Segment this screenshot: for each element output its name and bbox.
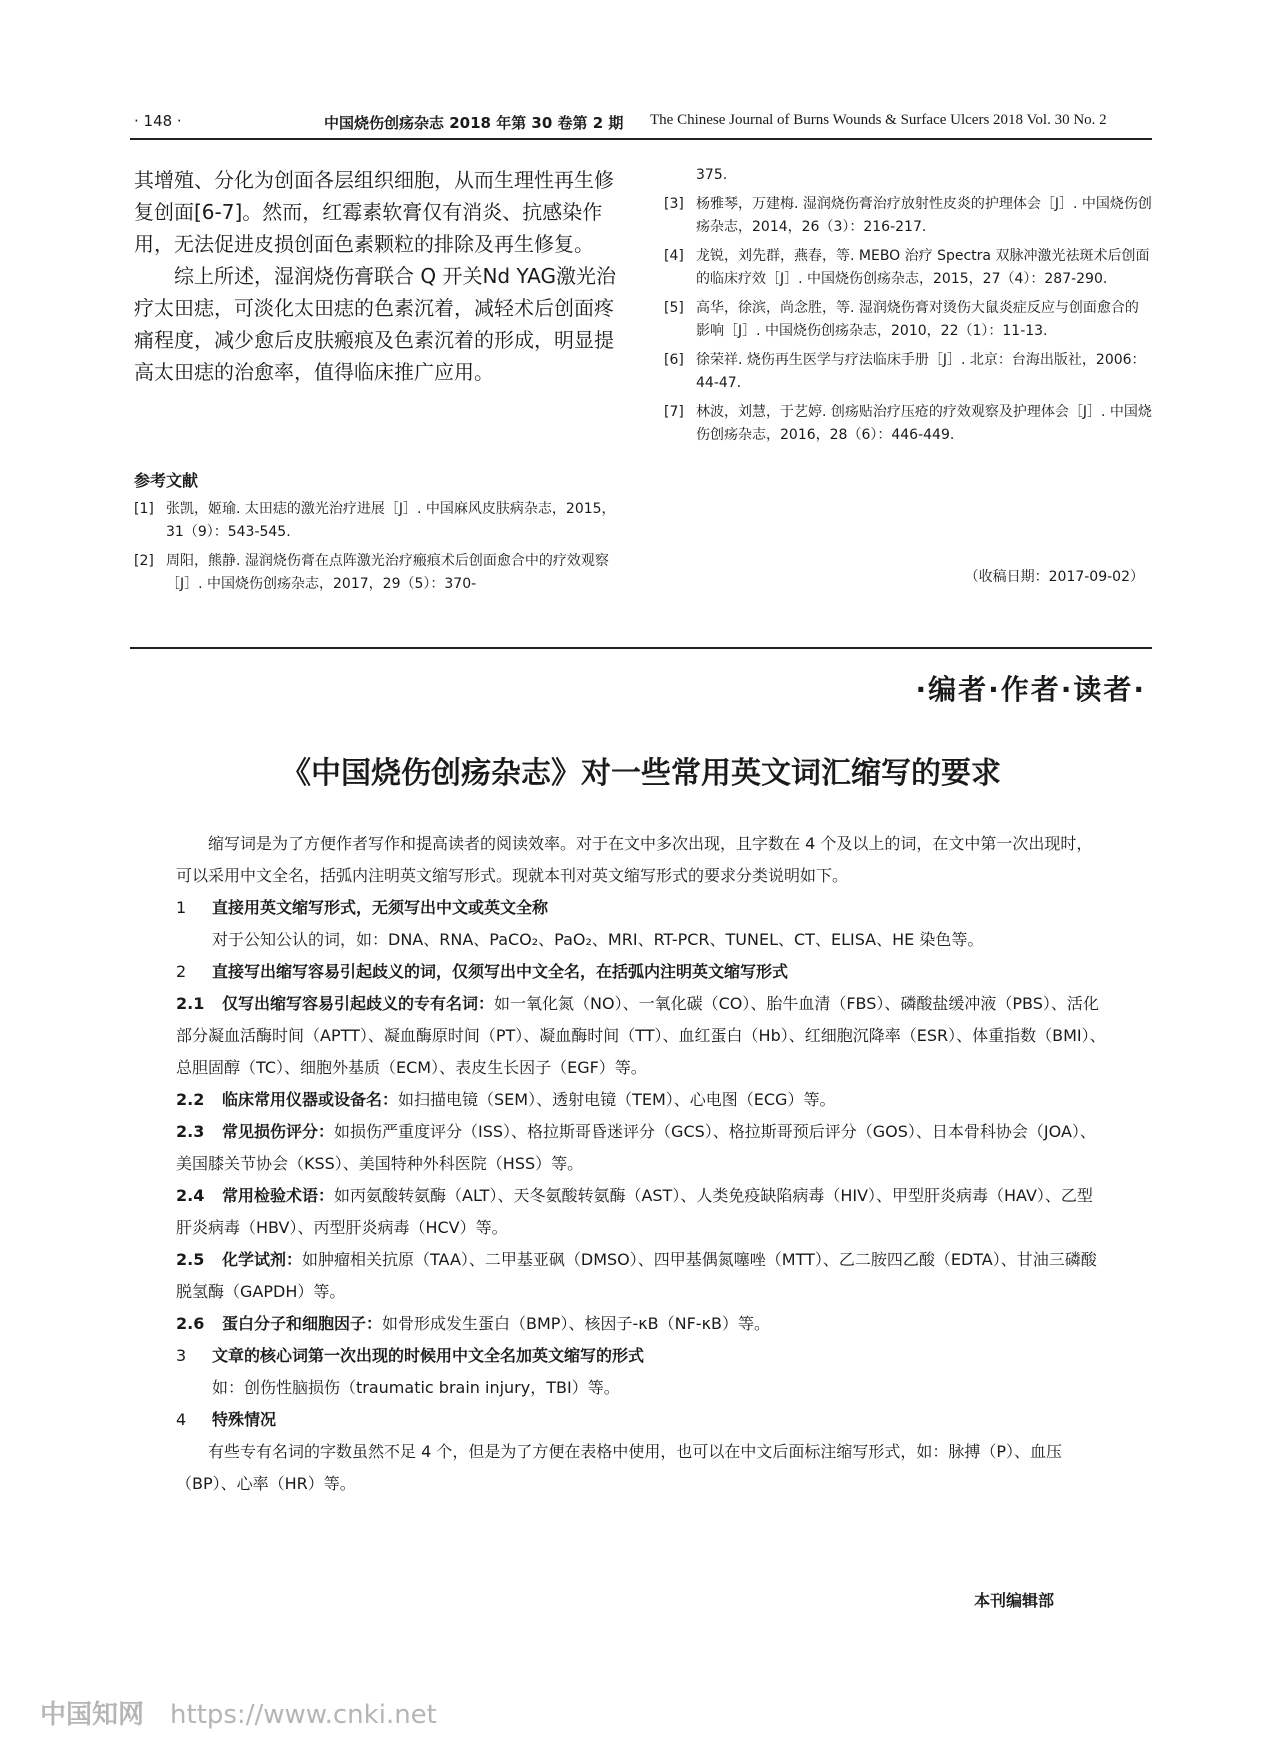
subsection-text: 如骨形成发生蛋白（BMP）、核因子-κB（NF-κB）等。 — [382, 1314, 770, 1333]
reference-item — [664, 193, 1152, 239]
section-heading-text: 特殊情况 — [212, 1410, 277, 1429]
references-title: 参考文献 — [134, 471, 199, 490]
subsection-number: 2.4 — [176, 1186, 205, 1205]
prev-paragraph: 其增殖、分化为创面各层组织细胞，从而生理性再生修复创面[6-7]。然而，红霉素软膏仅有消炎、抗感染作用，无法促进皮损创面色素颗粒的排除及再生修复。 — [134, 168, 614, 256]
subsection — [176, 1180, 1106, 1244]
section-text: 如：创伤性脑损伤（traumatic brain injury，TBI）等。 — [212, 1378, 620, 1397]
watermark-url: https://www.cnki.net — [170, 1700, 437, 1730]
reference-text: 张凯，姬瑜. 太田痣的激光治疗进展［J］. 中国麻风皮肤病杂志，2015，31（9）：543-545. — [166, 501, 616, 540]
subsection-title: 常见损伤评分： — [222, 1122, 335, 1141]
reference-item — [664, 401, 1152, 447]
reference-number: [1] — [134, 501, 154, 517]
subsection-text: 如肿瘤相关抗原（TAA）、二甲基亚砜（DMSO）、四甲基偶氮噻唑（MTT）、乙二胺四乙酸（EDTA）、甘油三磷酸脱氢酶（GAPDH）等。 — [176, 1250, 1097, 1301]
header-rule — [130, 138, 1152, 140]
section-number: 3 — [176, 1346, 187, 1365]
reference-number: [6] — [664, 352, 684, 368]
article-body — [176, 828, 1106, 1500]
intro-paragraph: 缩写词是为了方便作者写作和提高读者的阅读效率。对于在文中多次出现，且字数在 4 个及以上的词，在文中第一次出现时，可以采用中文全名，括弧内注明英文缩写形式。现就本刊对英文缩写形式的要求分类说明如下。 — [176, 834, 1093, 885]
prev-article-body — [134, 164, 628, 388]
journal-info: 中国烧伤创疡杂志 2018 年第 30 卷第 2 期 — [324, 114, 624, 132]
subsection-title: 化学试剂： — [222, 1250, 303, 1269]
subsection — [176, 988, 1106, 1084]
subsection-text: 如一氧化氮（NO）、一氧化碳（CO）、胎牛血清（FBS）、磷酸盐缓冲液（PBS）、活化部分凝血活酶时间（APTT）、凝血酶原时间（PT）、凝血酶时间（TT）、血红蛋白（Hb）、红细胞沉降率（ESR）、体重指数（BMI）、总胆固醇（TC）、细胞外基质（ECM）、表皮生长因子（EGF）等。 — [176, 994, 1106, 1077]
subsection-text: 如扫描电镜（SEM）、透射电镜（TEM）、心电图（ECG）等。 — [398, 1090, 836, 1109]
section-number: 2 — [176, 962, 187, 981]
section-number: 1 — [176, 898, 187, 917]
subsection — [176, 1116, 1106, 1180]
section-title: ·编者·作者·读者· — [915, 673, 1146, 706]
subsection-title: 蛋白分子和细胞因子： — [222, 1314, 383, 1333]
section-heading — [176, 956, 1106, 988]
page-number: · 148 · — [134, 112, 182, 130]
reference-number: [7] — [664, 404, 684, 420]
section-rule — [130, 647, 1152, 649]
subsection-number: 2.1 — [176, 994, 205, 1013]
section-text: 对于公知公认的词，如：DNA、RNA、PaCO₂、PaO₂、MRI、RT-PCR、TUNEL、CT、ELISA、HE 染色等。 — [212, 930, 984, 949]
watermark-brand: 中国知网 — [40, 1700, 145, 1730]
subsection — [176, 1308, 1106, 1340]
subsection-number: 2.6 — [176, 1314, 205, 1333]
cnki-watermark — [40, 1694, 437, 1731]
reference-text: 周阳，熊静. 湿润烧伤膏在点阵激光治疗瘢痕术后创面愈合中的疗效观察［J］. 中国烧伤创疡杂志，2017，29（5）：370- — [166, 553, 609, 592]
subsection-title: 常用检验术语： — [222, 1186, 335, 1205]
reference-text: 龙锐，刘先群，燕春，等. MEBO 治疗 Spectra 双脉冲激光祛斑术后创面的临床疗效［J］. 中国烧伤创疡杂志，2015，27（4）：287-290. — [696, 248, 1150, 287]
section-heading-text: 直接用英文缩写形式，无须写出中文或英文全称 — [212, 898, 549, 917]
section-heading — [176, 892, 1106, 924]
subsection-text: 如丙氨酸转氨酶（ALT）、天冬氨酸转氨酶（AST）、人类免疫缺陷病毒（HIV）、甲型肝炎病毒（HAV）、乙型肝炎病毒（HBV）、丙型肝炎病毒（HCV）等。 — [176, 1186, 1093, 1237]
section-heading — [176, 1340, 1106, 1372]
reference-number: [5] — [664, 300, 684, 316]
subsection-number: 2.2 — [176, 1090, 205, 1109]
subsection-number: 2.3 — [176, 1122, 205, 1141]
reference-item — [664, 297, 1152, 343]
section-heading — [176, 1404, 1106, 1436]
journal-info-en: The Chinese Journal of Burns Wounds & Surface Ulcers 2018 Vol. 30 No. 2 — [650, 112, 1107, 128]
prev-paragraph: 综上所述，湿润烧伤膏联合 Q 开关Nd YAG激光治疗太田痣，可淡化太田痣的色素沉着，减轻术后创面疼痛程度，减少愈后皮肤瘢痕及色素沉着的形成，明显提高太田痣的治愈率，值得临床推广应用。 — [134, 264, 616, 384]
section-number: 4 — [176, 1410, 187, 1429]
subsection — [176, 1244, 1106, 1308]
subsection — [176, 1084, 1106, 1116]
reference-number: [4] — [664, 248, 684, 264]
section-heading-text: 文章的核心词第一次出现的时候用中文全名加英文缩写的形式 — [212, 1346, 645, 1365]
section-heading-text: 直接写出缩写容易引起歧义的词，仅须写出中文全名，在括弧内注明英文缩写形式 — [212, 962, 789, 981]
reference-text: 高华，徐滨，尚念胜，等. 湿润烧伤膏对烫伤大鼠炎症反应与创面愈合的影响［J］. 中国烧伤创疡杂志，2010，22（1）：11-13. — [696, 300, 1139, 339]
editor-signature: 本刊编辑部 — [974, 1591, 1055, 1610]
subsection-title: 仅写出缩写容易引起歧义的专有名词： — [222, 994, 495, 1013]
reference-text: 徐荣祥. 烧伤再生医学与疗法临床手册［J］. 北京：台海出版社，2006：44-47. — [696, 352, 1146, 391]
received-date: （收稿日期：2017-09-02） — [964, 569, 1144, 585]
subsection-number: 2.5 — [176, 1250, 205, 1269]
article-title: 《中国烧伤创疡杂志》对一些常用英文词汇缩写的要求 — [281, 756, 1001, 791]
section-text: 有些专有名词的字数虽然不足 4 个，但是为了方便在表格中使用，也可以在中文后面标注缩写形式，如：脉搏（P）、血压（BP）、心率（HR）等。 — [176, 1442, 1063, 1493]
reference-item — [134, 498, 628, 544]
references-col1 — [134, 498, 628, 602]
subsection-text: 如损伤严重度评分（ISS）、格拉斯哥昏迷评分（GCS）、格拉斯哥预后评分（GOS）、日本骨科协会（JOA）、美国膝关节协会（KSS）、美国特种外科医院（HSS）等。 — [176, 1122, 1096, 1173]
reference-number: [2] — [134, 553, 154, 569]
reference-item — [664, 245, 1152, 291]
reference-number: [3] — [664, 196, 684, 212]
reference-continuation: 375. — [696, 167, 728, 183]
reference-text: 杨雅琴，万建梅. 湿润烧伤膏治疗放射性皮炎的护理体会［J］. 中国烧伤创疡杂志，2014，26（3）：216-217. — [696, 196, 1152, 235]
subsection-title: 临床常用仪器或设备名： — [222, 1090, 399, 1109]
references-col2 — [664, 164, 1152, 453]
reference-text: 林波，刘慧，于艺婷. 创疡贴治疗压疮的疗效观察及护理体会［J］. 中国烧伤创疡杂志，2016，28（6）：446-449. — [696, 404, 1152, 443]
reference-item — [664, 349, 1152, 395]
reference-item — [134, 550, 628, 596]
